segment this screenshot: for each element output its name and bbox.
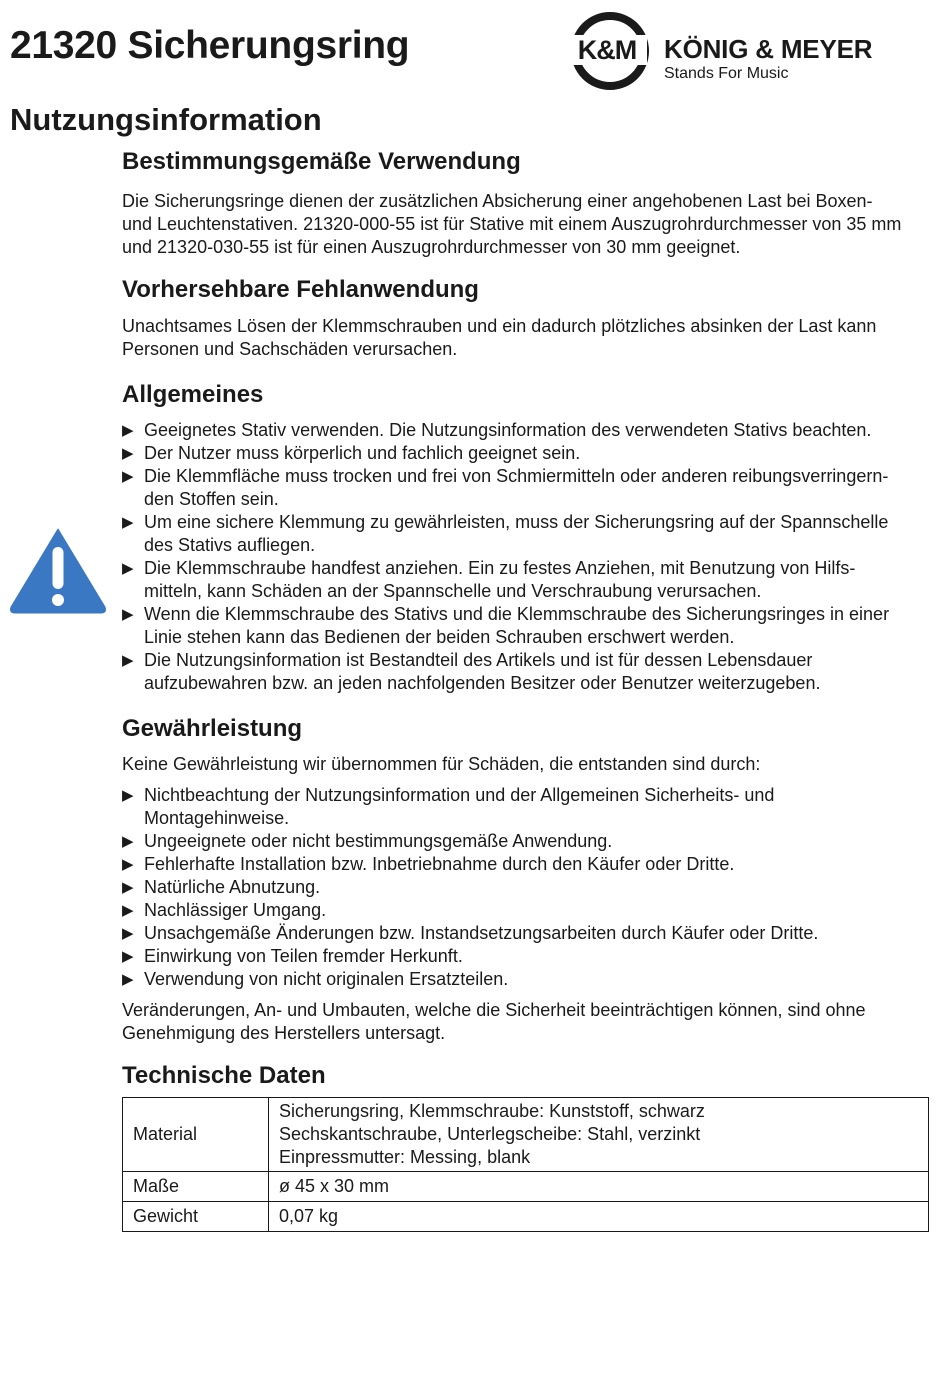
technical-section	[122, 1061, 937, 1232]
list-item: ▶ Nichtbeachtung der Nutzungsinformation und der Allgemeinen Sicherheits- und Montagehinweise.	[122, 785, 775, 828]
table-cell-label: Gewicht	[123, 1202, 269, 1232]
warranty-heading: Gewährleistung	[122, 715, 303, 742]
list-item: ▶ Verwendung von nicht originalen Ersatzteilen.	[122, 969, 509, 989]
general-heading: Allgemeines	[122, 381, 264, 408]
list-item: ▶ Fehlerhafte Installation bzw. Inbetriebnahme durch den Käufer oder Dritte.	[122, 854, 735, 874]
intended-use-line: Die Sicherungsringe dienen der zusätzlichen Absicherung einer angehobenen Last bei Boxen-	[122, 191, 873, 211]
general-list	[122, 419, 937, 695]
bullet-arrow-icon: ▶	[122, 925, 134, 942]
intended-use-section	[122, 147, 937, 259]
technical-heading: Technische Daten	[122, 1062, 326, 1089]
bullet-arrow-icon: ▶	[122, 652, 134, 669]
list-item: ▶ Die Klemmschraube handfest anziehen. Ein zu festes Anziehen, mit Benutzung von Hilfs- mitteln, kann Schäden an der Spannschelle und Verschraubung verursachen.	[122, 558, 856, 601]
technical-data-table	[122, 1097, 929, 1232]
misuse-line: Unachtsames Lösen der Klemmschrauben und ein dadurch plötzliches absinken der Last kann	[122, 316, 877, 336]
bullet-arrow-icon: ▶	[122, 833, 134, 850]
list-item: ▶ Geeignetes Stativ verwenden. Die Nutzungsinformation des verwendeten Stativs beachten.	[122, 420, 872, 440]
list-item: ▶ Die Klemmfläche muss trocken und frei von Schmiermitteln oder anderen reibungsverringern- den Stoffen sein.	[122, 466, 889, 509]
bullet-arrow-icon: ▶	[122, 560, 134, 577]
bullet-arrow-icon: ▶	[122, 879, 134, 896]
logo-tagline: Stands For Music	[664, 65, 789, 82]
content-column	[122, 147, 937, 1232]
list-item: ▶ Einwirkung von Teilen fremder Herkunft.	[122, 946, 463, 966]
general-section	[122, 380, 937, 695]
table-cell-label: Maße	[123, 1172, 269, 1202]
list-item: ▶ Wenn die Klemmschraube des Stativs und die Klemmschraube des Sicherungsringes in einer Linie stehen kann das Bedienen der beiden Schrauben erschwert werden.	[122, 604, 890, 647]
table-cell-value: 0,07 kg	[269, 1202, 929, 1232]
table-cell-value: Sicherungsring, Klemmschraube: Kunststoff, schwarz Sechskantschraube, Unterlegscheibe: Stahl, verzinkt Einpressmutter: Messing, blank	[269, 1098, 929, 1172]
bullet-arrow-icon: ▶	[122, 902, 134, 919]
misuse-line: Personen und Sachschäden verursachen.	[122, 339, 458, 359]
warranty-intro: Keine Gewährleistung wir übernommen für Schäden, die entstanden sind durch:	[122, 754, 761, 774]
logo-brand-name: KÖNIG & MEYER	[664, 34, 873, 64]
intended-use-line: und Leuchtenstativen. 21320-000-55 ist für Stative mit einem Auszugrohrdurchmesser von 35 mm	[122, 214, 902, 234]
bullet-arrow-icon: ▶	[122, 514, 134, 531]
section-title: Nutzungsinformation	[10, 102, 322, 137]
list-item: ▶ Um eine sichere Klemmung zu gewährleisten, muss der Sicherungsring auf der Spannschelle des Stativs aufliegen.	[122, 512, 889, 555]
bullet-arrow-icon: ▶	[122, 787, 134, 804]
bullet-arrow-icon: ▶	[122, 856, 134, 873]
list-item: ▶ Natürliche Abnutzung.	[122, 877, 321, 897]
warning-exclamation-bar	[53, 547, 64, 589]
bullet-arrow-icon: ▶	[122, 445, 134, 462]
logo-mark: K&M	[567, 35, 647, 65]
list-item: ▶ Ungeeignete oder nicht bestimmungsgemäße Anwendung.	[122, 831, 613, 851]
warranty-section	[122, 714, 937, 1045]
table-row	[123, 1202, 929, 1232]
table-row	[123, 1098, 929, 1172]
warranty-outro: Veränderungen, An- und Umbauten, welche die Sicherheit beeinträchtigen können, sind ohne Genehmigung des Herstellers untersagt.	[122, 1000, 866, 1043]
km-logo	[567, 12, 937, 90]
misuse-heading: Vorhersehbare Fehlanwendung	[122, 276, 479, 303]
misuse-section	[122, 275, 937, 361]
list-item: ▶ Unsachgemäße Änderungen bzw. Instandsetzungsarbeiten durch Käufer oder Dritte.	[122, 923, 819, 943]
list-item: ▶ Nachlässiger Umgang.	[122, 900, 327, 920]
intended-use-heading: Bestimmungsgemäße Verwendung	[122, 148, 521, 175]
bullet-arrow-icon: ▶	[122, 422, 134, 439]
list-item: ▶ Der Nutzer muss körperlich und fachlich geeignet sein.	[122, 443, 581, 463]
warning-exclamation-dot	[52, 594, 64, 606]
list-item: ▶ Die Nutzungsinformation ist Bestandteil des Artikels und ist für dessen Lebensdauer aufzubewahren bzw. an jeden nachfolgenden Besitzer oder Benutzer weiterzugeben.	[122, 650, 821, 693]
warning-triangle-icon	[8, 525, 108, 615]
table-cell-label: Material	[123, 1098, 269, 1172]
intended-use-text	[122, 190, 937, 259]
bullet-arrow-icon: ▶	[122, 606, 134, 623]
intended-use-line: und 21320-030-55 ist für einen Auszugrohrdurchmesser von 30 mm geeignet.	[122, 237, 741, 257]
warranty-list	[122, 784, 937, 991]
bullet-arrow-icon: ▶	[122, 971, 134, 988]
table-row	[123, 1172, 929, 1202]
misuse-text	[122, 315, 937, 361]
bullet-arrow-icon: ▶	[122, 948, 134, 965]
document-title: 21320 Sicherungsring	[10, 24, 410, 67]
table-cell-value: ø 45 x 30 mm	[269, 1172, 929, 1202]
bullet-arrow-icon: ▶	[122, 468, 134, 485]
